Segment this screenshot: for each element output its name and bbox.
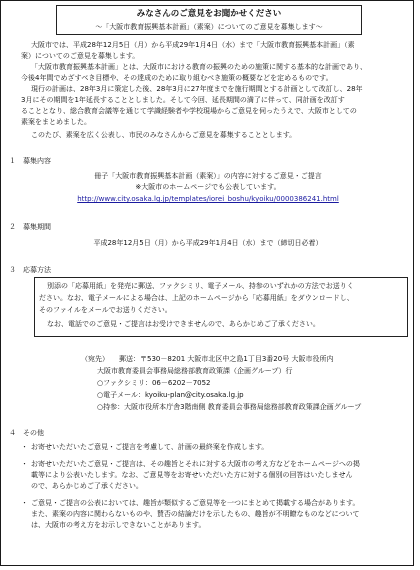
intro-line: ることとなり、総合教育会議等を通じて学識経験者や学校現場からご意見を伺ったうえで、大阪市としての: [21, 107, 357, 115]
method-line: ださい。なお、電子メールによる場合は、上記のホームページから「応募用紙」をダウンロードし、: [39, 294, 354, 302]
section-heading: ４ その他: [9, 429, 44, 437]
bullet-dot: ・: [21, 499, 28, 507]
other-item-line: お寄せいただいたご意見・ご提言は、その趣旨とそれに対する大阪市の考え方などをホームページへの掲: [31, 460, 360, 468]
homepage-note: ※大阪市のホームページでも公表しています。: [135, 183, 281, 191]
other-item-line: は、大阪市の考え方をお示しできないことがあります。: [31, 521, 206, 529]
bullet-dot: ・: [21, 443, 28, 451]
other-item-line: ので、あらかじめご了承ください。: [31, 482, 143, 490]
other-item-line: お寄せいただいたご意見・ご提言を考慮して、計画の最終案を作成します。: [31, 443, 269, 451]
page-subtitle: ～「大阪市教育振興基本計画」（素案）についてのご意見を募集します～: [95, 23, 323, 31]
content-line: 冊子「大阪市教育振興基本計画（素案）」の内容に対するご意見・ご提言: [94, 172, 322, 180]
homepage-link[interactable]: http://www.city.osaka.lg.jp/templates/iorei_boshu/kyoiku/0000386241.html: [77, 195, 339, 203]
page-title: みなさんのご意見をお聞かせください: [136, 9, 282, 19]
other-item-line: ご意見・ご提言の公表においては、趣旨が類似するご意見等を一つにまとめて掲載する場合があります。: [31, 499, 360, 507]
method-line: 別添の「応募用紙」を発売に郵送、ファクシミリ、電子メール、持参のいずれかの方法でお送りく: [47, 282, 354, 290]
method-line: そのファイルをメールでお送りください。: [39, 306, 172, 314]
intro-line: このたび、素案を広く公表し、市民のみなさんからご意見を募集することとします。: [31, 131, 297, 139]
other-item-line: また、素案の内容に関わらないものや、賛否の結論だけを示したもの、趣旨が不明瞭なものなどについて: [31, 510, 360, 518]
intro-line: 案）についてのご意見を募集します。: [21, 52, 140, 60]
contact-fax: ○ファクシミリ：06－6202－7052: [97, 379, 211, 387]
title-box: [56, 5, 362, 35]
intro-line: 素案をまとめました。: [21, 118, 91, 126]
intro-line: 大阪市では、平成28年12月5日（月）から平成29年1月4日（水）まで「大阪市教育振興基本計画」（素: [31, 41, 355, 49]
section-heading: ２ 募集期間: [9, 223, 51, 231]
period-text: 平成28年12月5日（月）から平成29年1月4日（水）まで（締切日必着）: [93, 239, 323, 247]
contact-visit: ○持参：大阪市役所本庁舎3階南側 教育委員会事務局総務部教育政策課企画グループ: [97, 403, 362, 411]
contact-address: 郵送：〒530－8201 大阪市北区中之島1丁目3番20号 大阪市役所内: [119, 355, 334, 363]
intro-line: 「大阪市教育振興基本計画」とは、大阪市における教育の振興のための施策に関する基本的な計画であり、: [31, 63, 367, 71]
method-line: なお、電話でのご意見・ご提言はお受けできませんので、あらかじめご了承ください。: [47, 320, 320, 328]
bullet-dot: ・: [21, 460, 28, 468]
intro-line: 現行の計画は、28年3月に策定した後、28年3月に27年度までを施行期間とする計画として改訂し、28年: [31, 85, 363, 93]
contact-label: （宛先）: [81, 355, 109, 363]
contact-email[interactable]: ○電子メール：kyoiku-plan@city.osaka.lg.jp: [97, 391, 244, 399]
section-heading: １ 募集内容: [9, 157, 51, 165]
contact-org: 大阪市教育委員会事務局総務部教育政策課（企画グループ）行: [97, 367, 293, 375]
method-box: [34, 277, 408, 337]
section-heading: ３ 応募方法: [9, 266, 51, 274]
intro-line: 今後4年間でめざすべき目標や、その達成のために取り組むべき施策の概要などを定めるものです。: [21, 74, 333, 82]
other-item-line: 載等により公表いたします。なお、ご意見等をお寄せいただいた方に対する個別の回答はいたしません: [31, 471, 353, 479]
intro-line: 3月にその期間を1年延長することとしました。そして今回、延長期間の満了に伴って、同計画を改訂す: [21, 96, 345, 104]
